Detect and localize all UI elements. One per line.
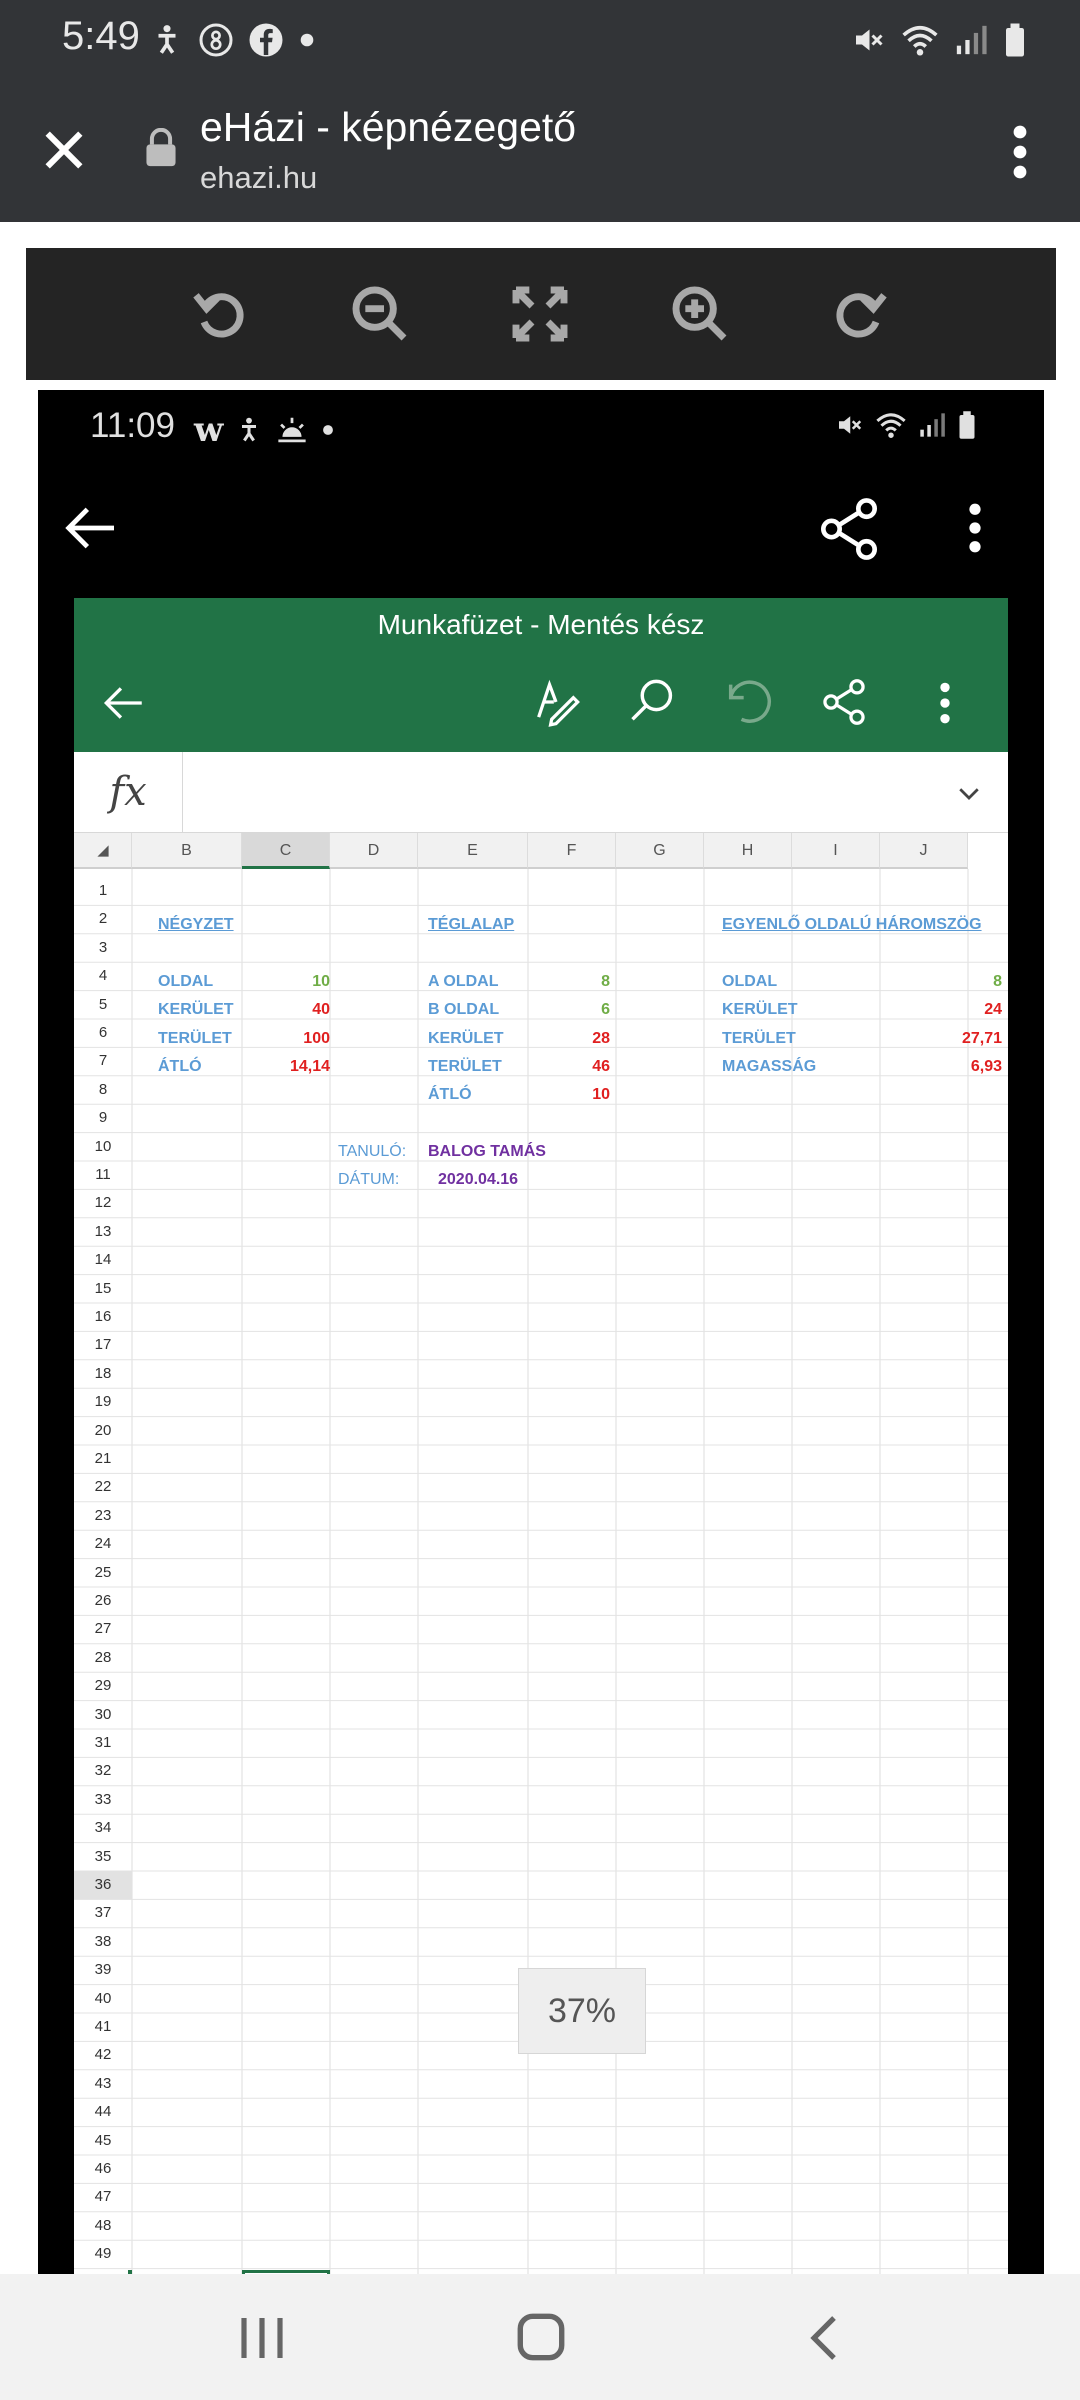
row-header[interactable]: 17 bbox=[94, 1336, 112, 1354]
inner-status-left-icons bbox=[194, 410, 335, 450]
more-vert-icon bbox=[1000, 120, 1040, 184]
signal-icon bbox=[918, 411, 946, 439]
chevron-down-icon bbox=[954, 778, 984, 808]
cell-b5[interactable]: KERÜLET bbox=[158, 1001, 234, 1018]
cell-h5[interactable]: KERÜLET bbox=[722, 1001, 798, 1018]
excel-back-button[interactable] bbox=[98, 678, 148, 733]
home-button[interactable] bbox=[512, 2308, 570, 2371]
battery-icon bbox=[956, 410, 978, 440]
row-header[interactable]: 27 bbox=[94, 1620, 112, 1638]
column-header-e[interactable]: E bbox=[418, 833, 528, 869]
sunrise-icon bbox=[275, 415, 309, 445]
cell-d10[interactable]: TANULÓ: bbox=[338, 1143, 407, 1160]
cell-e8[interactable]: ÁTLÓ bbox=[428, 1086, 472, 1103]
zoom-in-button[interactable] bbox=[658, 272, 742, 356]
cell-b4[interactable]: OLDAL bbox=[158, 973, 214, 990]
back-button[interactable] bbox=[800, 2310, 848, 2371]
workbook-title: Munkafüzet - Mentés kész bbox=[74, 598, 1008, 652]
fit-screen-button[interactable] bbox=[498, 272, 582, 356]
row-header[interactable]: 32 bbox=[94, 1762, 112, 1780]
row-header[interactable]: 23 bbox=[94, 1506, 112, 1524]
row-header[interactable]: 36 bbox=[74, 1871, 132, 1899]
row-header[interactable]: 13 bbox=[94, 1222, 112, 1240]
row-header[interactable]: 22 bbox=[94, 1478, 112, 1496]
row-header[interactable]: 35 bbox=[94, 1847, 112, 1865]
cell-c7[interactable]: 14,14 bbox=[289, 1058, 330, 1075]
select-all-corner[interactable] bbox=[74, 833, 132, 869]
signal-icon bbox=[954, 23, 988, 57]
rotate-left-button[interactable] bbox=[178, 272, 262, 356]
row-header[interactable]: 40 bbox=[94, 1989, 112, 2007]
row-header[interactable]: 30 bbox=[94, 1705, 112, 1723]
row-header[interactable]: 21 bbox=[94, 1450, 112, 1467]
row-header[interactable]: 8 bbox=[98, 1080, 108, 1098]
row-header[interactable]: 4 bbox=[98, 967, 108, 985]
column-header-g[interactable]: G bbox=[616, 833, 704, 869]
row-header[interactable]: 25 bbox=[94, 1563, 112, 1581]
cell-b6[interactable]: TERÜLET bbox=[158, 1030, 232, 1047]
column-header-i[interactable]: I bbox=[792, 833, 880, 869]
excel-share-button[interactable] bbox=[818, 676, 870, 733]
inner-status-time: 11:09 bbox=[90, 406, 175, 445]
row-header[interactable]: 2 bbox=[98, 910, 108, 928]
row-header[interactable]: 34 bbox=[94, 1819, 112, 1837]
cell-e6[interactable]: KERÜLET bbox=[428, 1030, 504, 1047]
row-header[interactable]: 42 bbox=[94, 2046, 112, 2064]
undo-icon bbox=[722, 676, 774, 728]
overflow-menu-button[interactable] bbox=[1000, 120, 1040, 184]
rotate-right-button[interactable] bbox=[818, 272, 902, 356]
cell-e10[interactable]: BALOG TAMÁS bbox=[428, 1143, 546, 1160]
wifi-icon bbox=[874, 410, 908, 440]
page-url: ehazi.hu bbox=[200, 160, 318, 195]
row-header[interactable]: 47 bbox=[94, 2188, 112, 2206]
rotate-left-icon bbox=[188, 282, 252, 346]
row-header[interactable]: 31 bbox=[94, 1734, 112, 1751]
row-header[interactable]: 19 bbox=[94, 1393, 112, 1411]
draw-button[interactable] bbox=[530, 676, 582, 733]
row-header[interactable]: 12 bbox=[94, 1194, 112, 1212]
row-header[interactable]: 41 bbox=[94, 2018, 112, 2035]
row-header[interactable]: 1 bbox=[98, 882, 108, 899]
column-header-j[interactable]: J bbox=[880, 833, 968, 869]
fx-label bbox=[74, 752, 183, 832]
nav-back-icon bbox=[800, 2310, 848, 2366]
column-header-c[interactable]: C bbox=[242, 833, 330, 869]
cell-f8[interactable]: 10 bbox=[592, 1086, 610, 1103]
row-header[interactable]: 38 bbox=[94, 1932, 112, 1950]
status-right-icons bbox=[850, 18, 1028, 62]
cell-f5[interactable]: 6 bbox=[601, 1001, 610, 1018]
draw-icon bbox=[530, 676, 582, 728]
w-app-icon: w bbox=[194, 410, 224, 450]
spreadsheet-grid[interactable] bbox=[74, 833, 1008, 2400]
row-header[interactable]: 49 bbox=[94, 2245, 112, 2263]
row-header[interactable]: 43 bbox=[94, 2074, 112, 2092]
recent-apps-button[interactable] bbox=[232, 2310, 292, 2371]
row-header[interactable]: 5 bbox=[98, 995, 108, 1013]
search-icon bbox=[626, 676, 678, 728]
back-arrow-icon bbox=[98, 678, 148, 728]
row-header[interactable]: 7 bbox=[98, 1052, 108, 1070]
zoom-out-icon bbox=[348, 282, 412, 346]
cell-f6[interactable]: 28 bbox=[592, 1030, 610, 1047]
wifi-icon bbox=[900, 22, 940, 58]
zoom-out-button[interactable] bbox=[338, 272, 422, 356]
cell-e4[interactable]: A OLDAL bbox=[428, 973, 499, 990]
row-header[interactable]: 29 bbox=[94, 1677, 112, 1695]
fx-text: fx bbox=[109, 769, 147, 815]
row-header[interactable]: 33 bbox=[94, 1790, 112, 1808]
row-header[interactable]: 45 bbox=[94, 2131, 112, 2149]
row-header[interactable]: 37 bbox=[94, 1904, 112, 1922]
share-icon bbox=[814, 494, 884, 564]
top-app-bar bbox=[0, 0, 1080, 222]
cell-j6[interactable]: 27,71 bbox=[961, 1030, 1002, 1047]
cell-c5[interactable]: 40 bbox=[312, 1001, 330, 1018]
row-header[interactable]: 14 bbox=[94, 1251, 112, 1269]
cell-c6[interactable]: 100 bbox=[303, 1030, 330, 1047]
zoom-in-icon bbox=[668, 282, 732, 346]
excel-more-button[interactable] bbox=[934, 678, 956, 733]
cell-c4[interactable]: 10 bbox=[312, 973, 330, 990]
row-header[interactable]: 20 bbox=[94, 1421, 112, 1439]
cell-h7[interactable]: MAGASSÁG bbox=[722, 1058, 817, 1075]
row-header[interactable]: 6 bbox=[98, 1024, 108, 1041]
accessibility-icon bbox=[235, 415, 263, 445]
cell-e11[interactable]: 2020.04.16 bbox=[438, 1171, 519, 1188]
status-time: 5:49 bbox=[62, 14, 140, 58]
cell-h4[interactable]: OLDAL bbox=[722, 973, 778, 990]
cell-j7[interactable]: 6,93 bbox=[970, 1058, 1002, 1075]
row-header[interactable]: 28 bbox=[94, 1648, 112, 1666]
column-header-d[interactable]: D bbox=[330, 833, 418, 869]
row-header[interactable]: 39 bbox=[94, 1961, 112, 1979]
row-header[interactable]: 44 bbox=[94, 2103, 112, 2121]
lock-icon bbox=[144, 128, 178, 173]
cell-e7[interactable]: TERÜLET bbox=[428, 1058, 502, 1075]
cell-f4[interactable]: 8 bbox=[601, 973, 610, 990]
circled-number-icon bbox=[198, 22, 234, 58]
column-header-h[interactable]: H bbox=[704, 833, 792, 869]
cell-j5[interactable]: 24 bbox=[984, 1001, 1002, 1018]
cell-h2[interactable]: EGYENLŐ OLDALÚ HÁROMSZÖG bbox=[722, 916, 982, 933]
inner-more-button[interactable] bbox=[958, 498, 992, 558]
fit-screen-icon bbox=[508, 282, 572, 346]
inner-share-button[interactable] bbox=[814, 494, 884, 564]
row-header[interactable]: 9 bbox=[98, 1109, 108, 1127]
row-header[interactable]: 3 bbox=[98, 938, 108, 956]
row-header[interactable]: 48 bbox=[94, 2216, 112, 2234]
formula-bar[interactable] bbox=[74, 752, 1008, 833]
zoom-level-badge: 37% bbox=[518, 1968, 646, 2054]
cell-h6[interactable]: TERÜLET bbox=[722, 1030, 796, 1047]
row-header[interactable]: 16 bbox=[94, 1308, 112, 1325]
more-vert-icon bbox=[958, 498, 992, 558]
row-header[interactable]: 46 bbox=[94, 2160, 112, 2177]
column-header-f[interactable]: F bbox=[528, 833, 616, 869]
formula-input[interactable] bbox=[194, 762, 934, 822]
cell-b7[interactable]: ÁTLÓ bbox=[158, 1058, 202, 1075]
mute-icon bbox=[850, 22, 886, 58]
accessibility-icon bbox=[150, 23, 184, 57]
dot-icon bbox=[298, 31, 316, 49]
row-header[interactable]: 11 bbox=[95, 1166, 111, 1183]
cell-j4[interactable]: 8 bbox=[993, 973, 1002, 990]
facebook-icon bbox=[248, 22, 284, 58]
battery-icon bbox=[1002, 22, 1028, 58]
mute-icon bbox=[834, 410, 864, 440]
cell-b2[interactable]: NÉGYZET bbox=[158, 916, 234, 933]
screenshot-image[interactable] bbox=[38, 390, 1044, 2400]
row-header[interactable]: 26 bbox=[94, 1592, 112, 1609]
undo-button[interactable] bbox=[722, 676, 774, 733]
system-navigation-bar bbox=[0, 2274, 1080, 2400]
home-icon bbox=[512, 2308, 570, 2366]
page-title: eHázi - képnézegető bbox=[200, 104, 577, 150]
back-arrow-icon bbox=[58, 496, 122, 560]
row-header[interactable]: 15 bbox=[94, 1279, 112, 1297]
share-icon bbox=[818, 676, 870, 728]
recent-apps-icon bbox=[232, 2310, 292, 2366]
status-left-icons bbox=[150, 18, 316, 62]
image-viewer-toolbar bbox=[26, 248, 1056, 380]
excel-command-bar bbox=[74, 652, 1008, 752]
inner-status-right-icons bbox=[834, 410, 978, 440]
excel-search-button[interactable] bbox=[626, 676, 678, 733]
dot-icon bbox=[321, 423, 335, 437]
more-vert-icon bbox=[934, 678, 956, 728]
column-header-b[interactable]: B bbox=[132, 833, 242, 869]
row-header[interactable]: 18 bbox=[94, 1364, 112, 1382]
close-button[interactable] bbox=[36, 122, 92, 178]
cell-e5[interactable]: B OLDAL bbox=[428, 1001, 500, 1018]
close-icon bbox=[36, 122, 92, 178]
cell-d11[interactable]: DÁTUM: bbox=[338, 1171, 400, 1188]
expand-formula-button[interactable] bbox=[954, 778, 984, 813]
inner-back-button[interactable] bbox=[58, 496, 122, 560]
row-header[interactable]: 24 bbox=[94, 1535, 112, 1553]
cell-e2[interactable]: TÉGLALAP bbox=[428, 916, 515, 933]
row-header[interactable]: 10 bbox=[94, 1137, 112, 1155]
rotate-right-icon bbox=[828, 282, 892, 346]
cell-f7[interactable]: 46 bbox=[592, 1058, 610, 1075]
